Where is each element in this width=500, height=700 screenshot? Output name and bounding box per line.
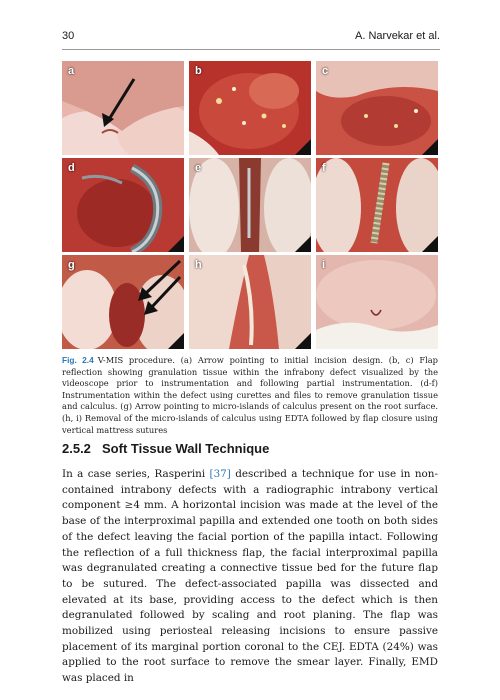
panel-corner-mark: [295, 236, 311, 252]
figure-panel-a: [62, 61, 184, 155]
figure-panel-h: [189, 255, 311, 349]
body-paragraph: [62, 467, 438, 687]
figure-grid: [62, 61, 438, 349]
figure-panel-g: [62, 255, 184, 349]
panel-label: c: [322, 65, 329, 77]
panel-corner-mark: [422, 236, 438, 252]
figure-panel-b: [189, 61, 311, 155]
figure-panel-d: [62, 158, 184, 252]
figure-panel-i: [316, 255, 438, 349]
figure-panel-c: [316, 61, 438, 155]
page-number: 30: [62, 30, 75, 42]
figure-panel-f: [316, 158, 438, 252]
citation-link[interactable]: [37]: [209, 468, 231, 480]
panel-label: f: [322, 162, 326, 174]
panel-a-photo: [62, 61, 184, 155]
running-header: [62, 30, 440, 48]
section-number: 2.5.2: [62, 441, 91, 456]
section-title: Soft Tissue Wall Technique: [102, 441, 270, 456]
body-text-start: In a case series, Rasperini: [62, 468, 210, 480]
figure-caption-text: V-MIS procedure. (a) Arrow pointing to initial incision design. (b, c) Flap reflection showing granulation tissue within the infrabony defect visualized by the videoscope prior to instrumentation and following partial instrumentation. (d-f) Instrumentation within the defect using curettes and files to remove granulation tissue and calculus. (g) Arrow pointing to micro-islands of calculus present on the root surface. (h, i) Removal of the micro-islands of calculus using EDTA followed by flap closure using vertical mattress sutures: [62, 355, 438, 435]
figure-caption: [62, 355, 438, 436]
panel-label: g: [68, 259, 75, 271]
running-head-authors: A. Narvekar et al.: [355, 30, 440, 42]
panel-label: e: [195, 162, 202, 174]
header-rule: [62, 49, 440, 50]
panel-corner-mark: [422, 139, 438, 155]
panel-label: i: [322, 259, 326, 271]
panel-corner-mark: [168, 236, 184, 252]
panel-corner-mark: [168, 333, 184, 349]
panel-label: a: [68, 65, 75, 77]
body-text-rest: described a technique for use in non-contained intrabony defects with a radiographic intrabony vertical component ≥4 mm. A horizontal incision was made at the level of the base of the interproximal papilla and extended one tooth on both sides of the defect leaving the facial portion of the papilla intact. Following the reflection of a full thickness flap, the facial interproximal papilla was degranulated creating a connective tissue bed for the future flap to be sutured. The defect-associated papilla was dissected and elevated at its base, providing access to the defect which is then degranulated followed by scaling and root planing. The flap was mobilized using periosteal releasing incisions to ensure passive placement of its marginal portion coronal to the CEJ. EDTA (24%) was applied to the root surface to remove the smear layer. Finally, EMD was placed in: [62, 468, 438, 685]
section-heading: [62, 441, 269, 456]
panel-corner-mark: [295, 333, 311, 349]
panel-corner-mark: [295, 139, 311, 155]
panel-label: b: [195, 65, 202, 77]
panel-label: h: [195, 259, 202, 271]
figure-panel-e: [189, 158, 311, 252]
figure-label: Fig. 2.4: [62, 355, 94, 365]
panel-label: d: [68, 162, 75, 174]
